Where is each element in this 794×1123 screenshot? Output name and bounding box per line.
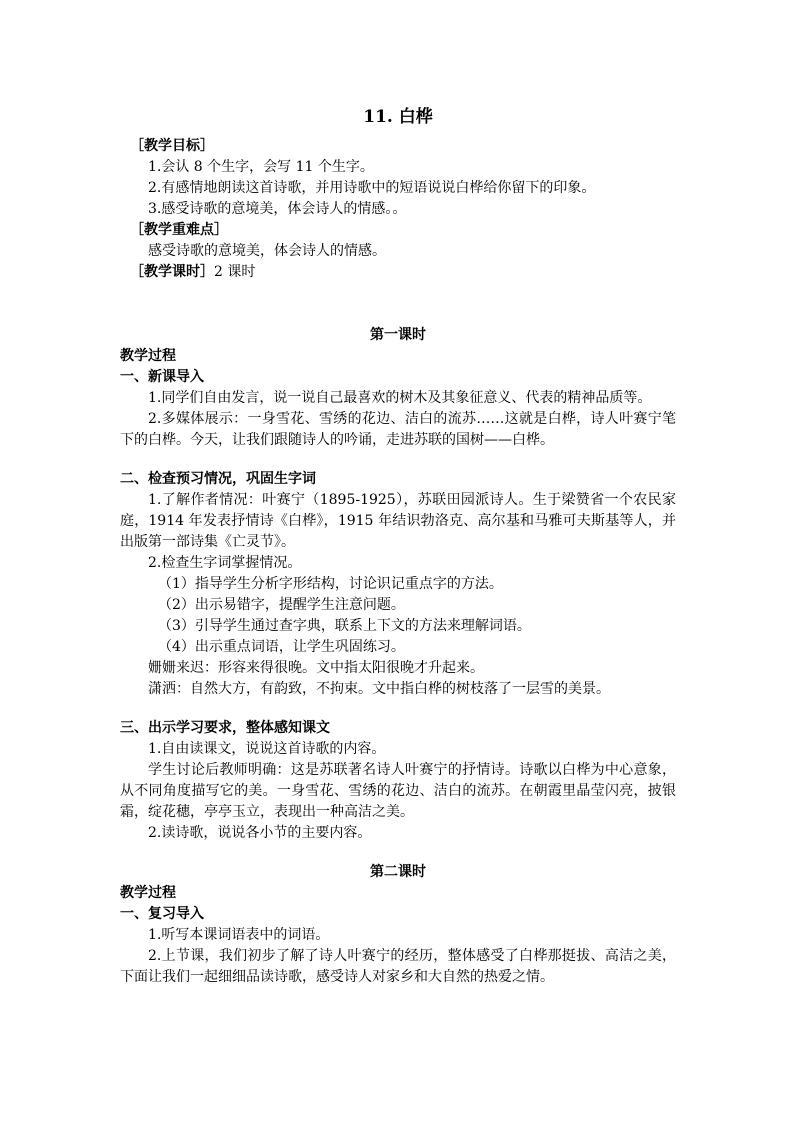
lesson1-section3-p3: 2.读诗歌，说说各小节的主要内容。 (148, 825, 372, 841)
lesson1-section3-p2: 学生讨论后教师明确：这是苏联著名诗人叶赛宁的抒情诗。诗歌以白桦为中心意象，从不同角度描写它的美。一身雪花、雪绣的花边、洁白的流苏。在朝霞里晶莹闪亮，披银霜，绽花穗，亭亭玉立，表现出一种高洁之美。 (120, 762, 676, 820)
lesson2-section1-p2: 2.上节课，我们初步了解了诗人叶赛宁的经历，整体感受了白桦那挺拔、高洁之美，下面让我们一起细细品读诗歌，感受诗人对家乡和大自然的热爱之情。 (120, 948, 676, 985)
page-title: 11. 白桦 (363, 107, 433, 127)
lesson1-section2-item: （4）出示重点词语，让学生巩固练习。 (158, 639, 405, 655)
objective-item: 3.感受诗歌的意境美，体会诗人的情感。。 (148, 201, 407, 217)
periods-heading: ［教学课时］ (130, 264, 214, 280)
lesson1-section2-heading: 二、检查预习情况，巩固生字词 (120, 471, 316, 487)
lesson1-section2-item: （1）指导学生分析字形结构，讨论识记重点字的方法。 (158, 576, 503, 592)
key-points-text: 感受诗歌的意境美，体会诗人的情感。 (148, 243, 386, 259)
lesson1-section2-item: （3）引导学生通过查字典，联系上下文的方法来理解词语。 (158, 618, 531, 634)
key-points-heading: ［教学重难点］ (130, 222, 228, 238)
objectives-heading: ［教学目标］ (130, 138, 214, 154)
lesson1-section1-p2: 2.多媒体展示：一身雪花、雪绣的花边、洁白的流苏……这就是白桦，诗人叶赛宁笔下的白桦。今天，让我们跟随诗人的吟诵，走进苏联的国树——白桦。 (120, 411, 676, 448)
lesson1-section2-p2: 2.检查生字词掌握情况。 (148, 555, 302, 571)
lesson1-section1-p1: 1.同学们自由发言，说一说自己最喜欢的树木及其象征意义、代表的精神品质等。 (148, 390, 652, 406)
lesson1-section2-item: （2）出示易错字，提醒学生注意问题。 (158, 597, 405, 613)
lesson2-section1-heading: 一、复习导入 (120, 906, 204, 922)
lesson2-section1-p1: 1.听写本课词语表中的词语。 (148, 927, 330, 943)
lesson1-word-explanation: 姗姗来迟：形容来得很晚。文中指太阳很晚才升起来。 (148, 660, 484, 676)
periods-value: 2 课时 (214, 264, 256, 280)
lesson1-section1-heading: 一、新课导入 (120, 369, 204, 385)
lesson2-title: 第二课时 (370, 864, 426, 880)
objective-item: 1.会认 8 个生字，会写 11 个生字。 (148, 159, 374, 175)
lesson1-word-explanation: 潇洒：自然大方，有韵致，不拘束。文中指白桦的树枝落了一层雪的美景。 (148, 681, 610, 697)
lesson1-section3-p1: 1.自由读课文，说说这首诗歌的内容。 (148, 741, 386, 757)
lesson2-process-heading: 教学过程 (120, 885, 176, 901)
lesson1-section3-heading: 三、出示学习要求，整体感知课文 (120, 720, 330, 736)
periods-line (120, 262, 676, 283)
lesson1-section2-p1: 1.了解作者情况：叶赛宁（1895-1925），苏联田园派诗人。生于梁赞省一个农民家庭，1914 年发表抒情诗《白桦》，1915 年结识勃洛克、高尔基和马雅可夫斯基等人，并出版第一部诗集《亡灵节》。 (120, 492, 676, 550)
document-content (120, 106, 676, 988)
lesson1-process-heading: 教学过程 (120, 348, 176, 364)
objective-item: 2.有感情地朗读这首诗歌，并用诗歌中的短语说说白桦给你留下的印象。 (148, 180, 596, 196)
lesson1-title: 第一课时 (370, 327, 426, 343)
